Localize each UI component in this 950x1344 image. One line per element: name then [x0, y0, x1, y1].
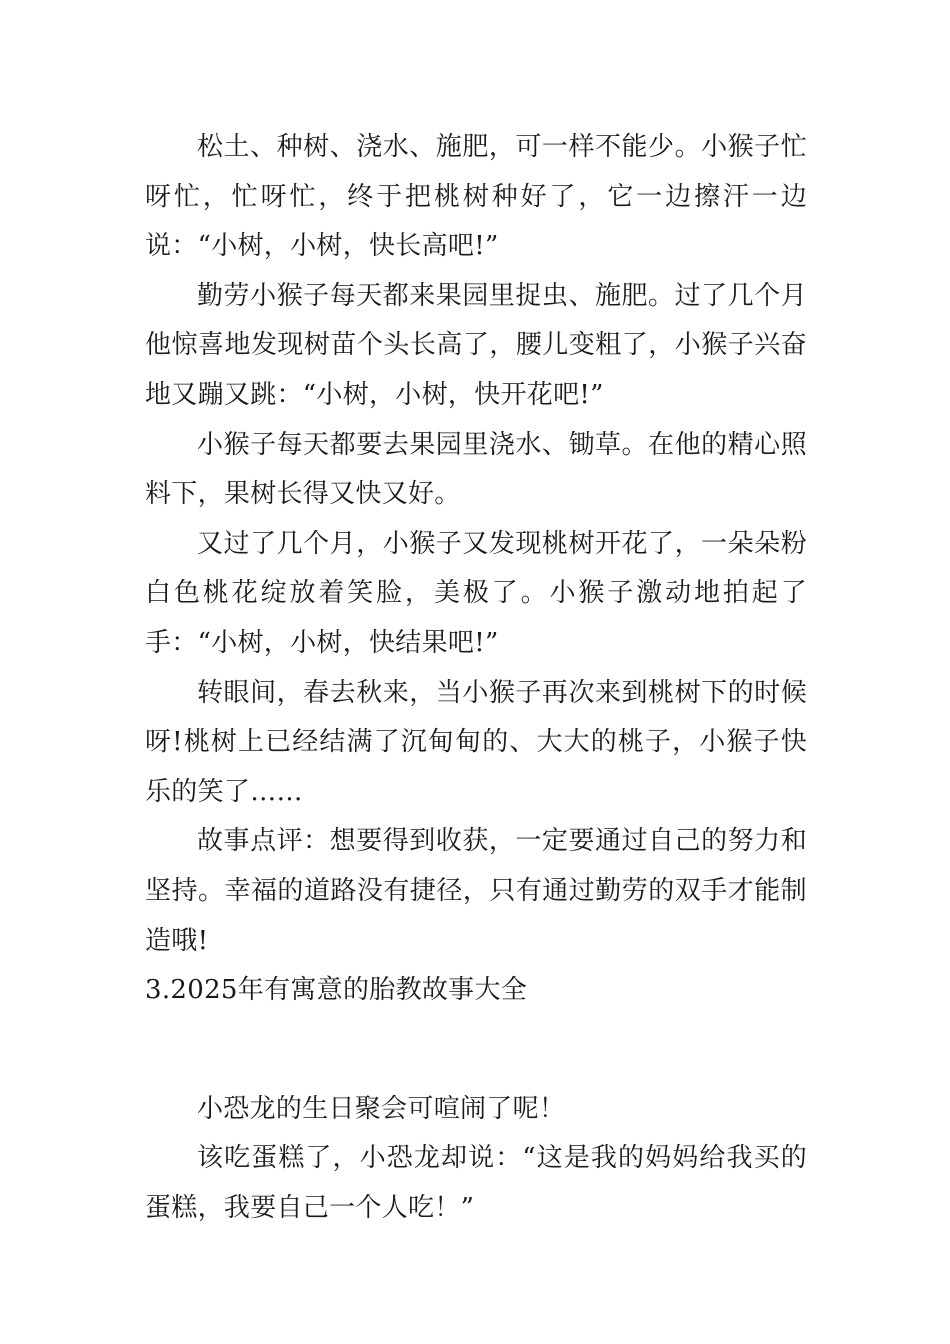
section-spacer — [145, 1016, 807, 1085]
paragraph-cake: 该吃蛋糕了，小恐龙却说：“这是我的妈妈给我买的蛋糕，我要自己一个人吃！” — [145, 1143, 807, 1223]
paragraph-harvest: 转眼间，春去秋来，当小猴子再次来到桃树下的时候呀!桃树上已经结满了沉甸甸的、大大的桃子，小猴子快乐的笑了…… — [145, 677, 807, 807]
section-heading: 3.2025年有寓意的胎教故事大全 — [145, 975, 528, 1006]
paragraph-planting: 松土、种树、浇水、施肥，可一样不能少。小猴子忙呀忙，忙呀忙，终于把桃树种好了，它一边擦汗一边说：“小树，小树，快长高吧!” — [145, 132, 807, 262]
paragraph-party: 小恐龙的生日聚会可喧闹了呢！ — [197, 1093, 566, 1124]
document-body — [145, 123, 807, 1233]
paragraph-growing: 勤劳小猴子每天都来果园里捉虫、施肥。过了几个月他惊喜地发现树苗个头长高了，腰儿变粗了，小猴子兴奋地又蹦又跳：“小树，小树，快开花吧!” — [145, 280, 807, 410]
paragraph-caring: 小猴子每天都要去果园里浇水、锄草。在他的精心照料下，果树长得又快又好。 — [145, 429, 807, 510]
paragraph-commentary: 故事点评：想要得到收获，一定要通过自己的努力和坚持。幸福的道路没有捷径，只有通过勤劳的双手才能制造哦! — [145, 826, 807, 956]
paragraph-blossoming: 又过了几个月，小猴子又发现桃树开花了，一朵朵粉白色桃花绽放着笑脸，美极了。小猴子激动地拍起了手：“小树，小树，快结果吧!” — [145, 528, 807, 658]
